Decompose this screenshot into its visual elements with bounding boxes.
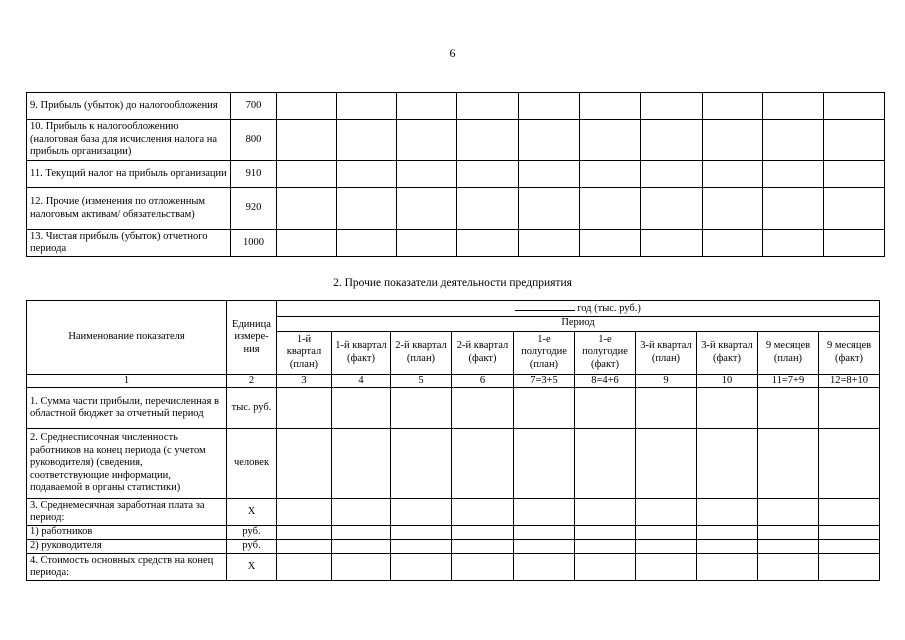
row-label: 13. Чистая прибыль (убыток) отчетного периода xyxy=(27,230,231,257)
unit-column-header: Единица измере-ния xyxy=(227,301,277,375)
period-label: 1-й квартал (план) xyxy=(277,331,332,374)
row-label: 1) работников xyxy=(27,526,227,540)
period-label: 3-й квартал (факт) xyxy=(697,331,758,374)
table-row xyxy=(27,230,885,257)
row-label: 1. Сумма части прибыли, перечисленная в областной бюджет за отчетный период xyxy=(27,388,227,429)
page-number: 6 xyxy=(449,46,456,60)
financial-results-table xyxy=(26,92,885,257)
table-row xyxy=(27,93,885,120)
row-code: 800 xyxy=(231,120,277,161)
row-label: 11. Текущий налог на прибыль организации xyxy=(27,161,231,188)
row-unit: Х xyxy=(227,499,277,526)
row-label: 2. Среднесписочная численность работников на конец периода (с учетом руководителя) (сведения, соответствующие информации, подаваемой в органы статистики) xyxy=(27,429,227,499)
row-code: 910 xyxy=(231,161,277,188)
row-label: 10. Прибыль к налогообложению (налоговая база для исчисления налога на прибыль организации) xyxy=(27,120,231,161)
column-number: 11=7+9 xyxy=(758,374,819,388)
period-label: 1-й квартал (факт) xyxy=(332,331,391,374)
other-indicators-table xyxy=(26,300,880,581)
row-code: 920 xyxy=(231,188,277,230)
table-row xyxy=(27,388,880,429)
column-number: 7=3+5 xyxy=(514,374,575,388)
table-row xyxy=(27,120,885,161)
table-row xyxy=(27,499,880,526)
row-unit: руб. xyxy=(227,540,277,554)
column-number: 2 xyxy=(227,374,277,388)
table-row xyxy=(27,526,880,540)
row-unit: Х xyxy=(227,554,277,581)
year-blank-line xyxy=(515,301,575,311)
column-number: 8=4+6 xyxy=(575,374,636,388)
column-number: 10 xyxy=(697,374,758,388)
column-number: 4 xyxy=(332,374,391,388)
period-label: 2-й квартал (факт) xyxy=(452,331,514,374)
column-number: 1 xyxy=(27,374,227,388)
row-unit: руб. xyxy=(227,526,277,540)
column-number: 5 xyxy=(391,374,452,388)
row-label: 3. Среднемесячная заработная плата за период: xyxy=(27,499,227,526)
period-label: 9 месяцев (план) xyxy=(758,331,819,374)
header-row xyxy=(27,301,880,317)
year-label: год (тыс. руб.) xyxy=(577,303,641,314)
column-number: 12=8+10 xyxy=(819,374,880,388)
name-column-header: Наименование показателя xyxy=(27,301,227,375)
column-number: 3 xyxy=(277,374,332,388)
table-row xyxy=(27,554,880,581)
table-row xyxy=(27,540,880,554)
period-header: Период xyxy=(277,316,880,331)
year-header xyxy=(277,301,880,317)
table-row xyxy=(27,188,885,230)
period-label: 1-е полугодие (факт) xyxy=(575,331,636,374)
section-title: 2. Прочие показатели деятельности предприятия xyxy=(333,277,572,289)
row-label: 2) руководителя xyxy=(27,540,227,554)
row-label: 4. Стоимость основных средств на конец периода: xyxy=(27,554,227,581)
period-label: 1-е полугодие (план) xyxy=(514,331,575,374)
table-row xyxy=(27,161,885,188)
period-label: 3-й квартал (план) xyxy=(636,331,697,374)
period-label: 9 месяцев (факт) xyxy=(819,331,880,374)
row-unit: человек xyxy=(227,429,277,499)
table-row xyxy=(27,429,880,499)
row-label: 12. Прочие (изменения по отложенным налоговым активам/ обязательствам) xyxy=(27,188,231,230)
period-label: 2-й квартал (план) xyxy=(391,331,452,374)
row-code: 700 xyxy=(231,93,277,120)
row-code: 1000 xyxy=(231,230,277,257)
row-unit: тыс. руб. xyxy=(227,388,277,429)
row-label: 9. Прибыль (убыток) до налогообложения xyxy=(27,93,231,120)
column-number: 6 xyxy=(452,374,514,388)
column-number: 9 xyxy=(636,374,697,388)
column-number-row xyxy=(27,374,880,388)
